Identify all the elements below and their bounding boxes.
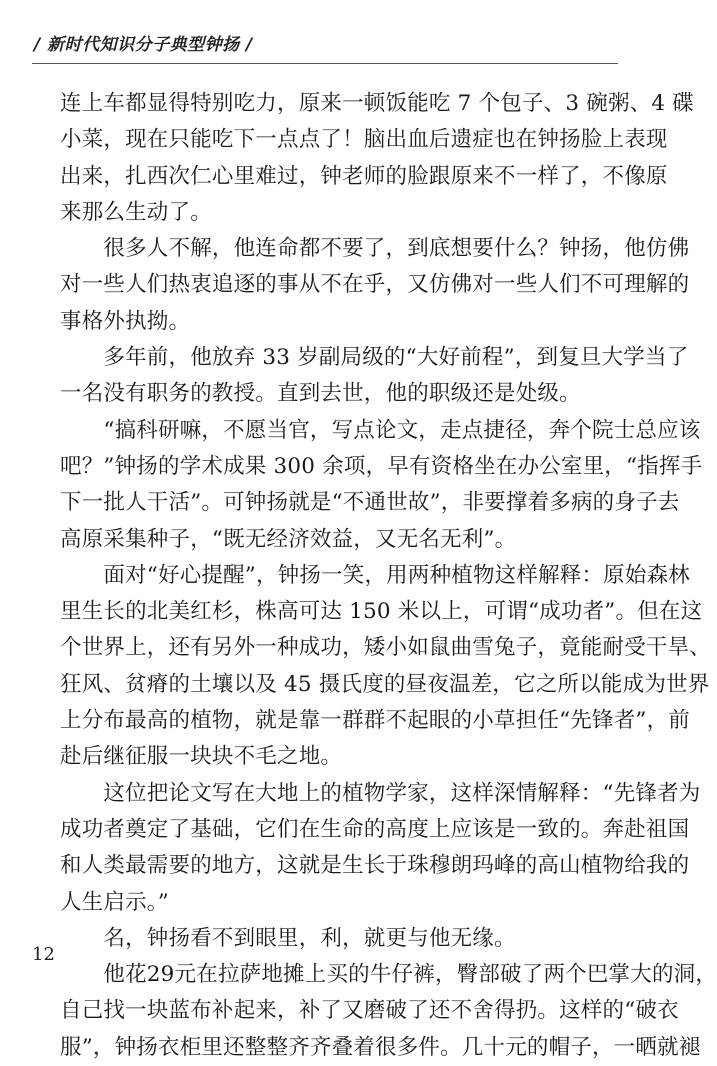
text-line: 自己找一块蓝布补起来，补了又磨破了还不舍得扔。这样的“破衣 <box>60 998 679 1024</box>
text-line: 人生启示。” <box>60 889 169 915</box>
text-line: 小菜，现在只能吃下一点点了！脑出血后遗症也在钟扬脸上表现 <box>60 127 668 153</box>
text-line: “搞科研嘛，不愿当官，写点论文，走点捷径，奔个院士总应该 <box>60 417 701 443</box>
text-line: 狂风、贫瘠的土壤以及 45 摄氏度的昼夜温差，它之所以能成为世界 <box>60 671 710 697</box>
text-line: 一名没有职务的教授。直到去世，他的职级还是处级。 <box>60 381 581 407</box>
text-line: 上分布最高的植物，就是靠一群群不起眼的小草担任“先锋者”，前 <box>60 708 690 734</box>
body-text <box>60 86 717 1066</box>
text-line: 和人类最需要的地方，这就是生长于珠穆朗玛峰的高山植物给我的 <box>60 853 690 879</box>
text-line: 名，钟扬看不到眼里，利，就更与他无缘。 <box>60 925 516 951</box>
page-number: 12 <box>32 944 55 965</box>
text-line: 成功者奠定了基础，它们在生命的高度上应该是一致的。奔赴祖国 <box>60 816 690 842</box>
header-divider <box>32 63 618 64</box>
text-line: 这位把论文写在大地上的植物学家，这样深情解释：“先锋者为 <box>60 780 701 806</box>
text-line: 出来，扎西次仁心里难过，钟老师的脸跟原来不一样了，不像原 <box>60 163 668 189</box>
text-line: 高原采集种子，“既无经济效益，又无名无利”。 <box>60 526 517 552</box>
text-line: 里生长的北美红杉，株高可达 150 米以上，可谓“成功者”。但在这 <box>60 599 703 625</box>
text-line: 赴后继征服一块块不毛之地。 <box>60 744 343 770</box>
text-line: 连上车都显得特别吃力，原来一顿饭能吃 7 个包子、3 碗粥、4 碟 <box>60 91 694 116</box>
text-line: 对一些人们热衷追逐的事从不在乎，又仿佛对一些人们不可理解的 <box>60 272 690 298</box>
text-line: 他花29元在拉萨地摊上买的牛仔裤，臀部破了两个巴掌大的洞， <box>60 962 717 988</box>
text-line: 来那么生动了。 <box>60 199 212 225</box>
text-line: 很多人不解，他连命都不要了，到底想要什么？钟扬，他仿佛 <box>60 236 690 262</box>
text-line: 事格外执拗。 <box>60 308 191 334</box>
text-line: 下一批人干活”。可钟扬就是“不通世故”，非要撑着多病的身子去 <box>60 490 680 516</box>
text-line: 服”，钟扬衣柜里还整整齐齐叠着很多件。几十元的帽子，一晒就褪 <box>60 1034 701 1060</box>
running-header: / 新时代知识分子典型钟扬 / <box>34 35 253 55</box>
text-line: 个世界上，还有另外一种成功，矮小如鼠曲雪兔子，竟能耐受干旱、 <box>60 635 712 661</box>
text-line: 多年前，他放弃 33 岁副局级的“大好前程”，到复旦大学当了 <box>60 345 689 371</box>
text-line: 面对“好心提醒”，钟扬一笑，用两种植物这样解释：原始森林 <box>60 562 690 588</box>
text-line: 吧？”钟扬的学术成果 300 余项，早有资格坐在办公室里，“指挥手 <box>60 453 703 479</box>
